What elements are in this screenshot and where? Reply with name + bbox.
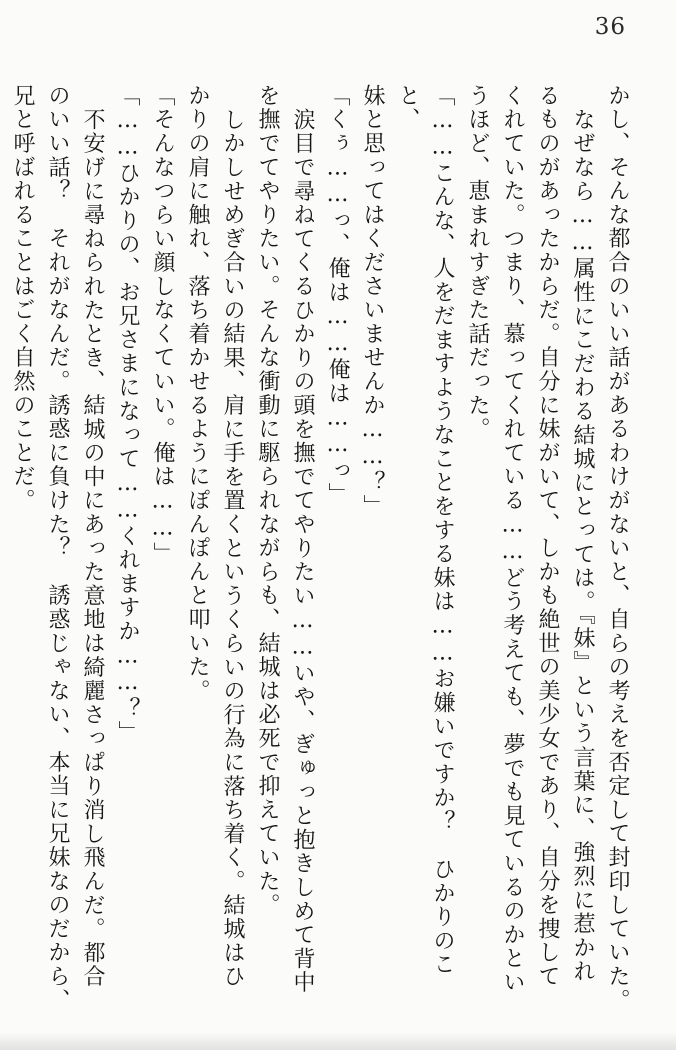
text-column: 不安げに尋ねられたとき、結城の中にあった意地は綺麗さっぱり消し飛んだ。都合 (80, 108, 105, 989)
text-column: 兄と呼ばれることはごく自然のことだ。 (10, 84, 35, 513)
text-column: しかしせめぎ合いの結果、肩に手を置くというくらいの行為に落ち着く。結城はひ (220, 108, 245, 989)
text-column: 「そんなつらい顔しなくていい。俺は……」 (150, 84, 175, 566)
text-column: かし、そんな都合のいい話があるわけがないと、自らの考えを否定して封印していた。 (605, 84, 630, 1013)
text-column: 妹と思ってはくださいませんか……？」 (360, 84, 385, 519)
text-column: 「くぅ……っ、俺は……俺は……っ」 (325, 84, 350, 507)
text-column: かりの肩に触れ、落ち着かせるようにぽんぽんと叩いた。 (185, 84, 210, 703)
text-column: 涙目で尋ねてくるひかりの頭を撫でてやりたい……いや、ぎゅっと抱きしめて背中 (290, 108, 315, 995)
text-column: 「……こんな、人をだますようなことをする妹は……お嫌いですか？ ひかりのこと、 (395, 84, 455, 977)
text-column: なぜなら……属性にこだわる結城にとっては。『妹』という言葉に、強烈に惹かれ (570, 108, 595, 984)
text-column: うほど、恵まれすぎた話だった。 (465, 84, 490, 441)
text-column: くれていた。つまり、慕ってくれている……どう考えても、夢でも見ているのかとい (500, 84, 525, 995)
text-column: のいい話？ それがなんだ。誘惑に負けた？ 誘惑じゃない、本当に兄妹なのだから、 (45, 84, 70, 1013)
vertical-text-block (5, 84, 635, 1020)
text-column: を撫でてやりたい。そんな衝動に駆られながらも、結城は必死で抑えていた。 (255, 84, 280, 917)
text-column: 「……ひかりの、お兄さまになって……くれますか……？」 (115, 84, 140, 745)
text-column: るものがあったからだ。自分に妹がいて、しかも絶世の美少女であり、自分を捜して (535, 84, 560, 989)
page-number: 36 (594, 14, 626, 40)
